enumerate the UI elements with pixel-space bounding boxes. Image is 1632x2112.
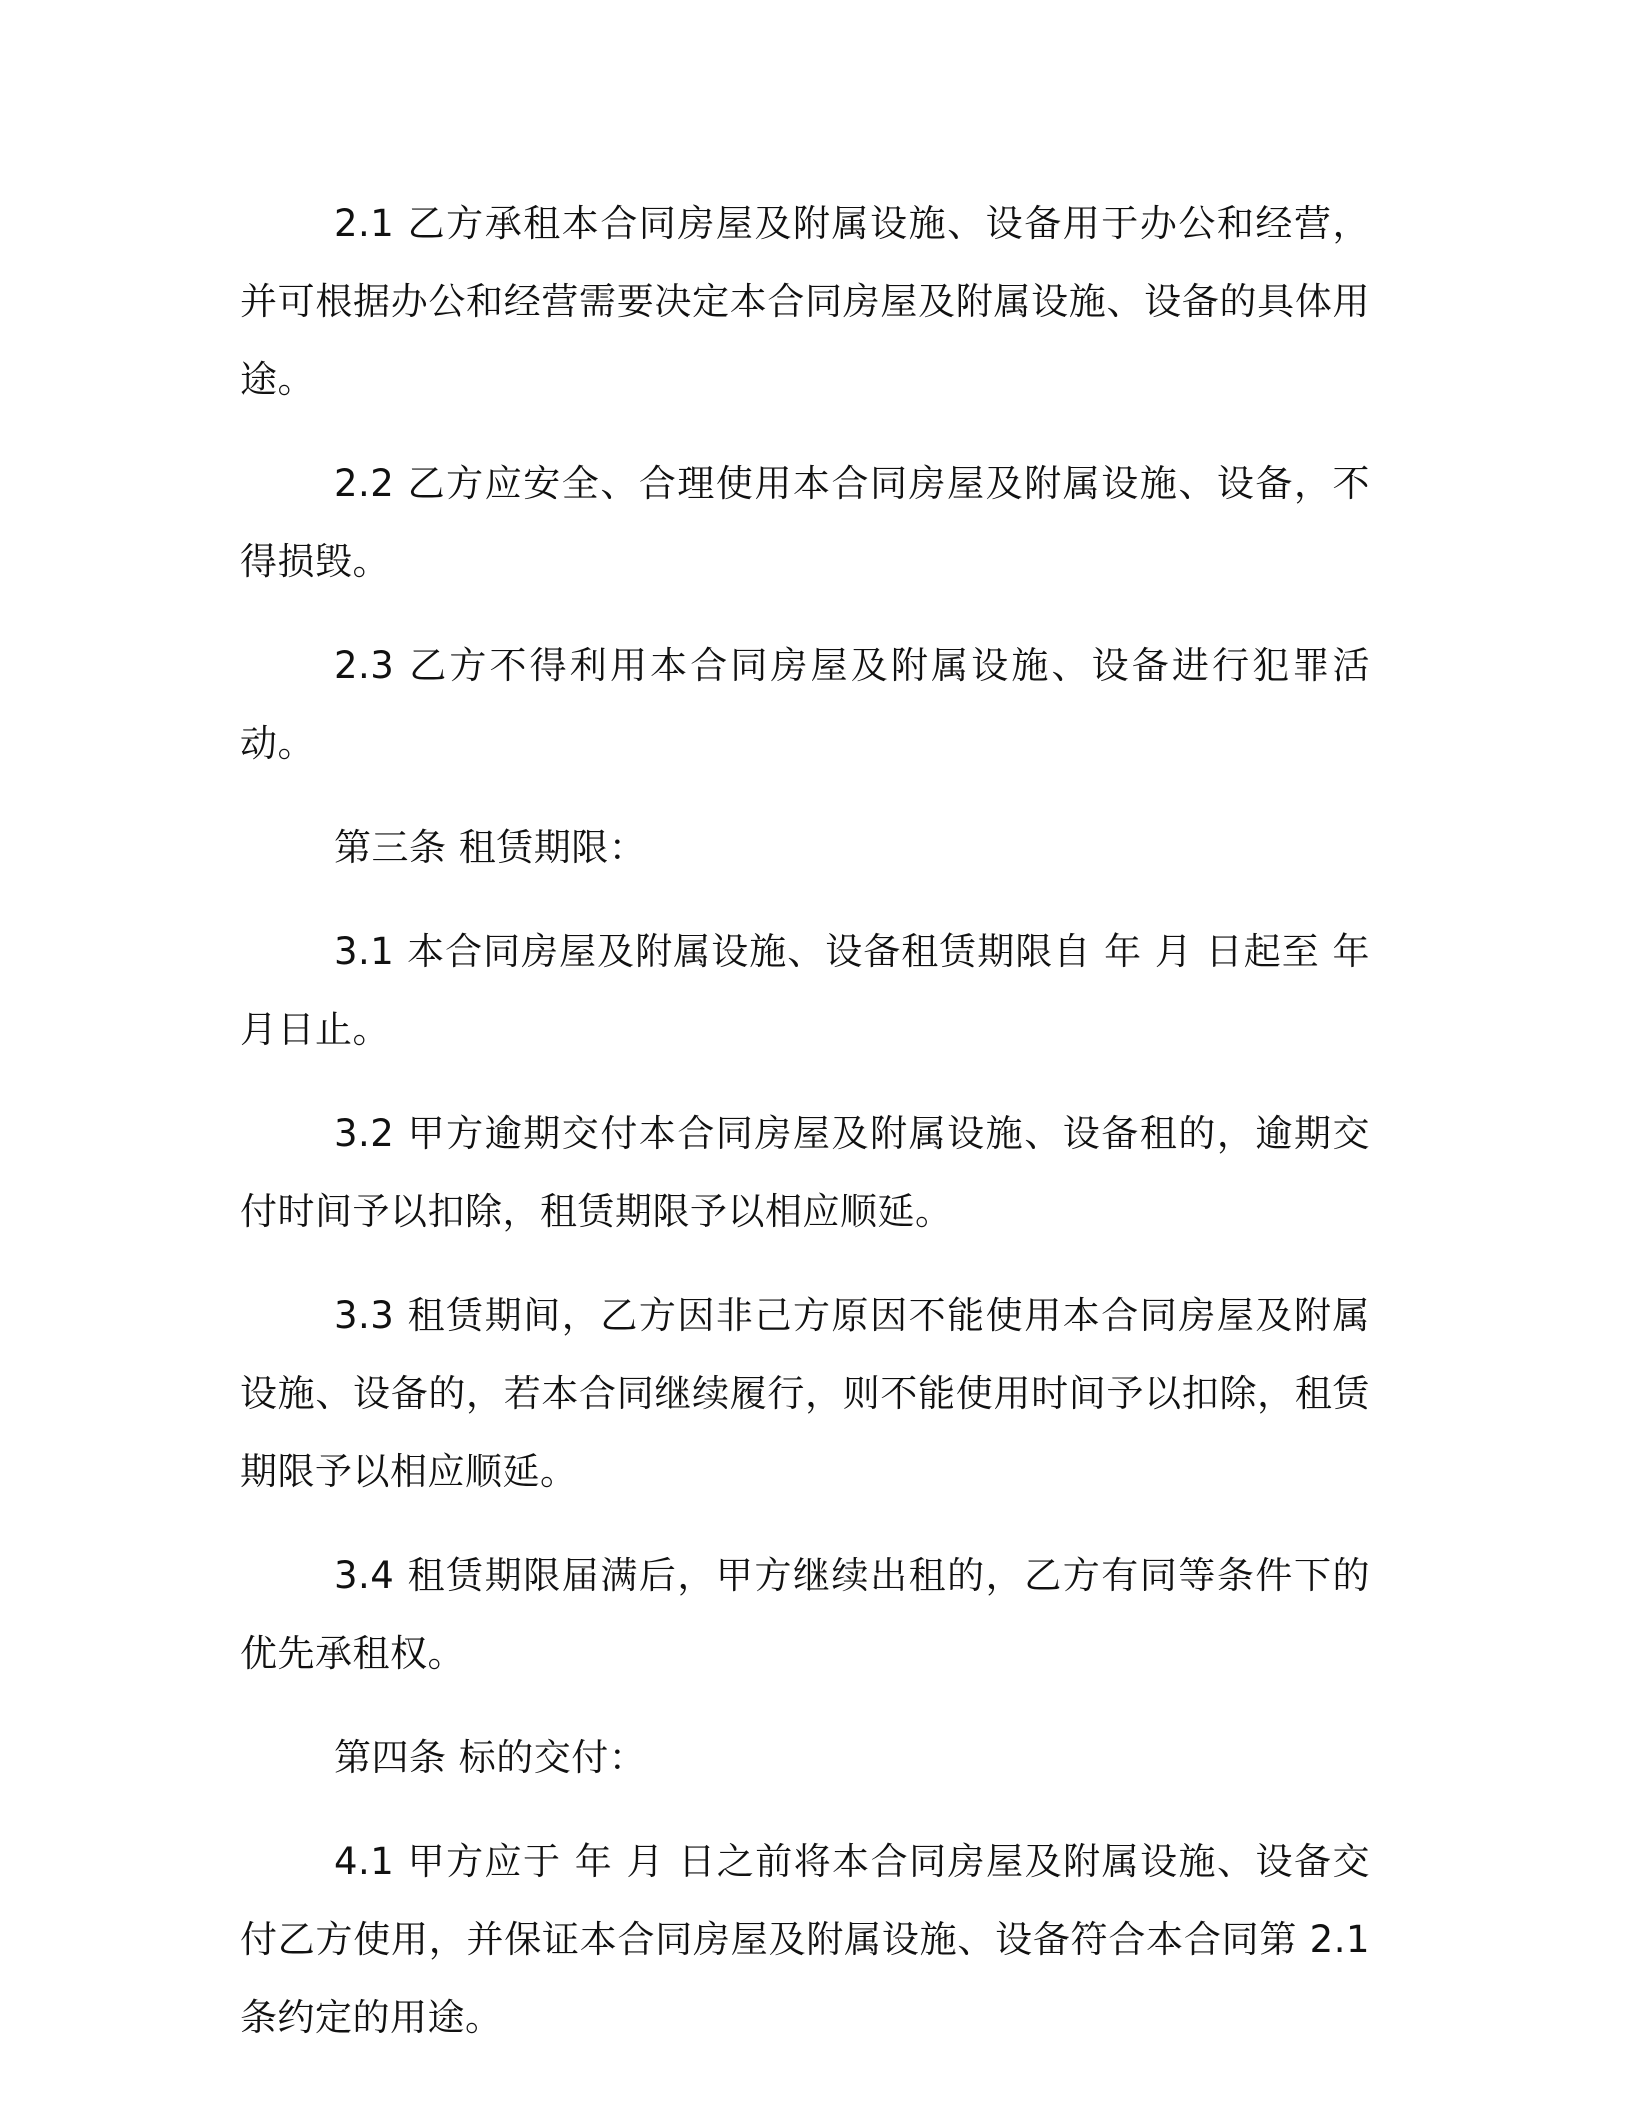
clause-2-2: 2.2 乙方应安全、合理使用本合同房屋及附属设施、设备，不得损毁。: [240, 462, 1370, 583]
clause-2-3: 2.3 乙方不得利用本合同房屋及附属设施、设备进行犯罪活动。: [240, 644, 1370, 765]
clause-3-3: 3.3 租赁期间，乙方因非己方原因不能使用本合同房屋及附属设施、设备的，若本合同继续履行，则不能使用时间予以扣除，租赁期限予以相应顺延。: [240, 1294, 1370, 1493]
clause-4-1: 4.1 甲方应于 年 月 日之前将本合同房屋及附属设施、设备交付乙方使用，并保证本合同房屋及附属设施、设备符合本合同第 2.1 条约定的用途。: [240, 1840, 1370, 2039]
article-4-heading: 第四条 标的交付：: [334, 1736, 647, 1779]
document-body: [240, 185, 1370, 2083]
clause-3-1: 3.1 本合同房屋及附属设施、设备租赁期限自 年 月 日起至 年 月日止。: [240, 930, 1370, 1051]
clause-3-2: 3.2 甲方逾期交付本合同房屋及附属设施、设备租的，逾期交付时间予以扣除，租赁期限予以相应顺延。: [240, 1112, 1370, 1233]
article-3-heading: 第三条 租赁期限：: [334, 826, 647, 869]
clause-3-4: 3.4 租赁期限届满后，甲方继续出租的，乙方有同等条件下的优先承租权。: [240, 1554, 1370, 1675]
clause-2-1: 2.1 乙方承租本合同房屋及附属设施、设备用于办公和经营，并可根据办公和经营需要决定本合同房屋及附属设施、设备的具体用途。: [240, 202, 1370, 401]
